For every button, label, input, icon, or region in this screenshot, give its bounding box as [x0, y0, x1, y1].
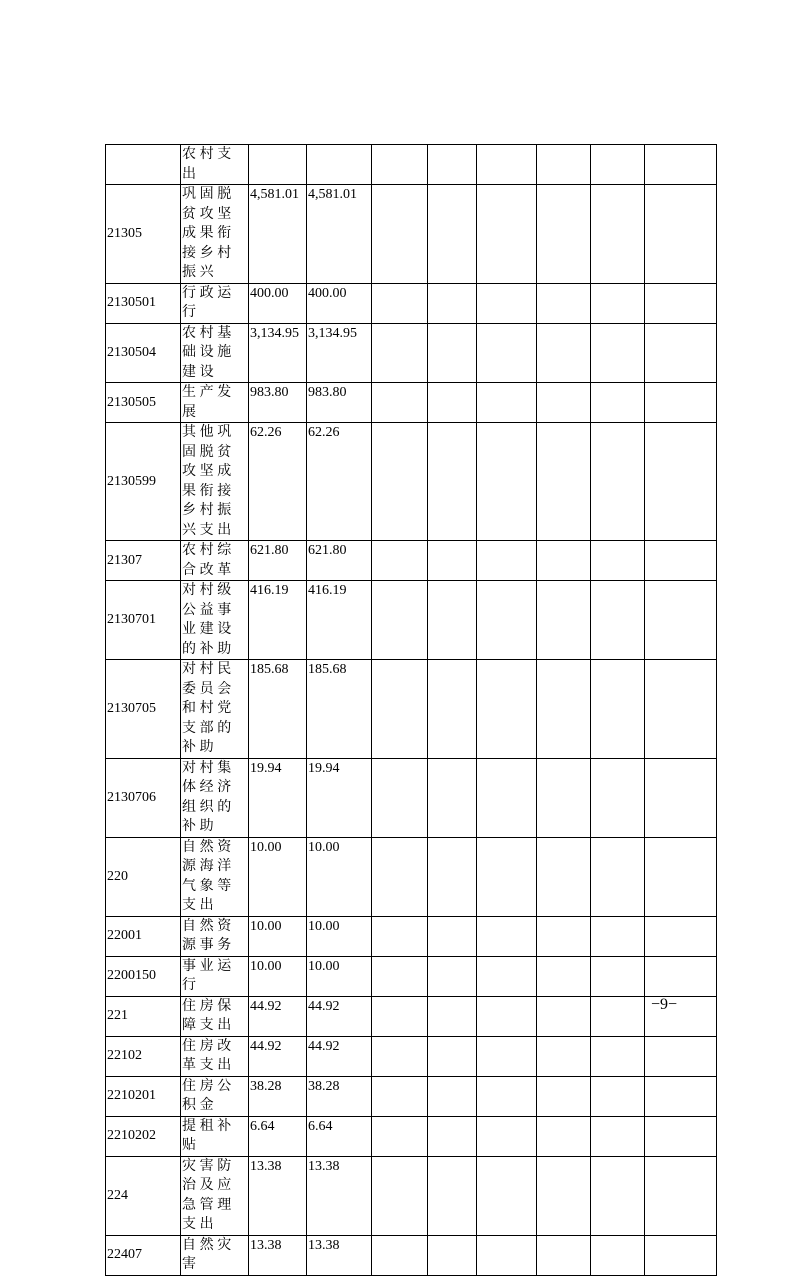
empty-cell	[372, 837, 428, 916]
code-cell: 224	[106, 1156, 181, 1235]
empty-cell	[372, 145, 428, 185]
amount-basic-cell: 983.80	[307, 383, 372, 423]
name-cell: 巩固脱贫攻坚成果衔接乡村振兴	[181, 185, 249, 284]
name-cell: 自然资源事务	[181, 916, 249, 956]
empty-cell	[537, 283, 591, 323]
empty-cell	[428, 1156, 477, 1235]
empty-cell	[645, 1235, 717, 1275]
empty-cell	[477, 1076, 537, 1116]
code-cell: 2130505	[106, 383, 181, 423]
amount-basic-cell: 38.28	[307, 1076, 372, 1116]
name-cell: 住房保障支出	[181, 996, 249, 1036]
empty-cell	[477, 1116, 537, 1156]
amount-total-cell: 62.26	[249, 423, 307, 541]
empty-cell	[591, 423, 645, 541]
amount-total-cell: 6.64	[249, 1116, 307, 1156]
empty-cell	[537, 423, 591, 541]
empty-cell	[428, 996, 477, 1036]
empty-cell	[591, 185, 645, 284]
amount-basic-cell: 19.94	[307, 758, 372, 837]
empty-cell	[372, 1156, 428, 1235]
amount-total-cell: 416.19	[249, 581, 307, 660]
name-cell: 对村民委员会和村党支部的补助	[181, 660, 249, 759]
amount-total-cell: 44.92	[249, 996, 307, 1036]
amount-basic-cell: 400.00	[307, 283, 372, 323]
empty-cell	[428, 541, 477, 581]
amount-total-cell: 13.38	[249, 1156, 307, 1235]
empty-cell	[477, 758, 537, 837]
amount-total-cell: 3,134.95	[249, 323, 307, 383]
empty-cell	[372, 383, 428, 423]
empty-cell	[537, 956, 591, 996]
empty-cell	[537, 916, 591, 956]
amount-basic-cell: 13.38	[307, 1156, 372, 1235]
amount-total-cell: 4,581.01	[249, 185, 307, 284]
empty-cell	[372, 660, 428, 759]
empty-cell	[372, 996, 428, 1036]
empty-cell	[645, 541, 717, 581]
amount-total-cell: 44.92	[249, 1036, 307, 1076]
amount-basic-cell: 621.80	[307, 541, 372, 581]
empty-cell	[537, 758, 591, 837]
code-cell: 21307	[106, 541, 181, 581]
amount-basic-cell: 44.92	[307, 1036, 372, 1076]
empty-cell	[591, 837, 645, 916]
budget-table	[105, 144, 717, 1276]
empty-cell	[372, 1076, 428, 1116]
empty-cell	[477, 1156, 537, 1235]
table-row	[106, 323, 717, 383]
empty-cell	[477, 660, 537, 759]
table-row	[106, 1036, 717, 1076]
name-cell: 农村综合改革	[181, 541, 249, 581]
code-cell: 2130701	[106, 581, 181, 660]
amount-total-cell: 10.00	[249, 916, 307, 956]
amount-basic-cell: 6.64	[307, 1116, 372, 1156]
code-cell: 22407	[106, 1235, 181, 1275]
empty-cell	[477, 1036, 537, 1076]
amount-total-cell: 13.38	[249, 1235, 307, 1275]
amount-basic-cell: 44.92	[307, 996, 372, 1036]
empty-cell	[537, 541, 591, 581]
empty-cell	[428, 837, 477, 916]
empty-cell	[372, 916, 428, 956]
empty-cell	[372, 956, 428, 996]
empty-cell	[537, 383, 591, 423]
table-row	[106, 1116, 717, 1156]
empty-cell	[537, 660, 591, 759]
name-cell: 自然灾害	[181, 1235, 249, 1275]
name-cell: 对村集体经济组织的补助	[181, 758, 249, 837]
code-cell: 2210201	[106, 1076, 181, 1116]
empty-cell	[372, 283, 428, 323]
empty-cell	[428, 185, 477, 284]
table-row	[106, 916, 717, 956]
empty-cell	[372, 1036, 428, 1076]
table-row	[106, 581, 717, 660]
empty-cell	[645, 1036, 717, 1076]
empty-cell	[591, 323, 645, 383]
amount-total-cell	[249, 145, 307, 185]
amount-basic-cell	[307, 145, 372, 185]
amount-basic-cell: 3,134.95	[307, 323, 372, 383]
amount-total-cell: 19.94	[249, 758, 307, 837]
name-cell: 行政运行	[181, 283, 249, 323]
empty-cell	[537, 1036, 591, 1076]
empty-cell	[477, 916, 537, 956]
empty-cell	[591, 758, 645, 837]
table-row	[106, 1076, 717, 1116]
name-cell: 自然资源海洋气象等支出	[181, 837, 249, 916]
empty-cell	[372, 323, 428, 383]
empty-cell	[537, 837, 591, 916]
empty-cell	[645, 837, 717, 916]
empty-cell	[372, 1116, 428, 1156]
empty-cell	[645, 581, 717, 660]
empty-cell	[477, 323, 537, 383]
table-row	[106, 1156, 717, 1235]
empty-cell	[645, 283, 717, 323]
table-row	[106, 660, 717, 759]
amount-basic-cell: 10.00	[307, 916, 372, 956]
empty-cell	[428, 283, 477, 323]
table-row	[106, 1235, 717, 1275]
amount-basic-cell: 4,581.01	[307, 185, 372, 284]
empty-cell	[428, 423, 477, 541]
empty-cell	[477, 383, 537, 423]
empty-cell	[537, 1116, 591, 1156]
empty-cell	[428, 383, 477, 423]
empty-cell	[645, 660, 717, 759]
name-cell: 住房改革支出	[181, 1036, 249, 1076]
empty-cell	[645, 1116, 717, 1156]
empty-cell	[428, 1076, 477, 1116]
table-row	[106, 758, 717, 837]
empty-cell	[645, 916, 717, 956]
empty-cell	[537, 1235, 591, 1275]
empty-cell	[591, 383, 645, 423]
empty-cell	[645, 145, 717, 185]
amount-basic-cell: 10.00	[307, 956, 372, 996]
empty-cell	[591, 916, 645, 956]
empty-cell	[428, 145, 477, 185]
empty-cell	[591, 541, 645, 581]
empty-cell	[477, 541, 537, 581]
table-row	[106, 185, 717, 284]
empty-cell	[477, 996, 537, 1036]
empty-cell	[372, 541, 428, 581]
name-cell: 生产发展	[181, 383, 249, 423]
empty-cell	[477, 956, 537, 996]
empty-cell	[645, 423, 717, 541]
empty-cell	[428, 660, 477, 759]
code-cell: 22102	[106, 1036, 181, 1076]
empty-cell	[428, 956, 477, 996]
empty-cell	[428, 1116, 477, 1156]
empty-cell	[477, 185, 537, 284]
amount-basic-cell: 10.00	[307, 837, 372, 916]
code-cell: 2130706	[106, 758, 181, 837]
table-row	[106, 541, 717, 581]
code-cell: 2130504	[106, 323, 181, 383]
empty-cell	[537, 323, 591, 383]
name-cell: 农村支出	[181, 145, 249, 185]
code-cell: 2130501	[106, 283, 181, 323]
empty-cell	[645, 1076, 717, 1116]
code-cell: 221	[106, 996, 181, 1036]
empty-cell	[428, 581, 477, 660]
empty-cell	[372, 185, 428, 284]
empty-cell	[372, 423, 428, 541]
table-row	[106, 996, 717, 1036]
amount-total-cell: 10.00	[249, 956, 307, 996]
empty-cell	[537, 145, 591, 185]
amount-basic-cell: 13.38	[307, 1235, 372, 1275]
empty-cell	[591, 1156, 645, 1235]
page-number: −9−	[651, 996, 678, 1013]
code-cell: 220	[106, 837, 181, 916]
empty-cell	[645, 1156, 717, 1235]
amount-basic-cell: 62.26	[307, 423, 372, 541]
empty-cell	[477, 1235, 537, 1275]
name-cell: 农村基础设施建设	[181, 323, 249, 383]
amount-basic-cell: 185.68	[307, 660, 372, 759]
empty-cell	[645, 323, 717, 383]
code-cell: 2130705	[106, 660, 181, 759]
amount-basic-cell: 416.19	[307, 581, 372, 660]
empty-cell	[477, 145, 537, 185]
code-cell: 2130599	[106, 423, 181, 541]
table-row	[106, 383, 717, 423]
empty-cell	[645, 383, 717, 423]
name-cell: 对村级公益事业建设的补助	[181, 581, 249, 660]
empty-cell	[428, 1036, 477, 1076]
amount-total-cell: 983.80	[249, 383, 307, 423]
amount-total-cell: 38.28	[249, 1076, 307, 1116]
empty-cell	[428, 323, 477, 383]
name-cell: 事业运行	[181, 956, 249, 996]
code-cell: 22001	[106, 916, 181, 956]
amount-total-cell: 185.68	[249, 660, 307, 759]
budget-table-container	[105, 144, 717, 1276]
empty-cell	[477, 837, 537, 916]
table-row	[106, 283, 717, 323]
code-cell: 2200150	[106, 956, 181, 996]
empty-cell	[428, 758, 477, 837]
empty-cell	[591, 1036, 645, 1076]
empty-cell	[372, 1235, 428, 1275]
name-cell: 提租补贴	[181, 1116, 249, 1156]
code-cell: 2210202	[106, 1116, 181, 1156]
name-cell: 住房公积金	[181, 1076, 249, 1116]
empty-cell	[591, 1076, 645, 1116]
name-cell: 灾害防治及应急管理支出	[181, 1156, 249, 1235]
empty-cell	[645, 956, 717, 996]
empty-cell	[537, 185, 591, 284]
empty-cell	[428, 1235, 477, 1275]
empty-cell	[645, 758, 717, 837]
empty-cell	[537, 1076, 591, 1116]
empty-cell	[591, 1116, 645, 1156]
empty-cell	[537, 996, 591, 1036]
empty-cell	[428, 916, 477, 956]
empty-cell	[591, 581, 645, 660]
empty-cell	[645, 185, 717, 284]
empty-cell	[591, 283, 645, 323]
empty-cell	[477, 283, 537, 323]
empty-cell	[537, 1156, 591, 1235]
empty-cell	[591, 660, 645, 759]
empty-cell	[477, 581, 537, 660]
amount-total-cell: 400.00	[249, 283, 307, 323]
table-row	[106, 837, 717, 916]
empty-cell	[591, 145, 645, 185]
empty-cell	[372, 758, 428, 837]
empty-cell	[591, 996, 645, 1036]
code-cell	[106, 145, 181, 185]
empty-cell	[537, 581, 591, 660]
empty-cell	[477, 423, 537, 541]
empty-cell	[591, 1235, 645, 1275]
table-row	[106, 956, 717, 996]
amount-total-cell: 621.80	[249, 541, 307, 581]
empty-cell	[372, 581, 428, 660]
name-cell: 其他巩固脱贫攻坚成果衔接乡村振兴支出	[181, 423, 249, 541]
code-cell: 21305	[106, 185, 181, 284]
table-body	[106, 145, 717, 1276]
empty-cell	[591, 956, 645, 996]
table-row	[106, 423, 717, 541]
table-row	[106, 145, 717, 185]
amount-total-cell: 10.00	[249, 837, 307, 916]
